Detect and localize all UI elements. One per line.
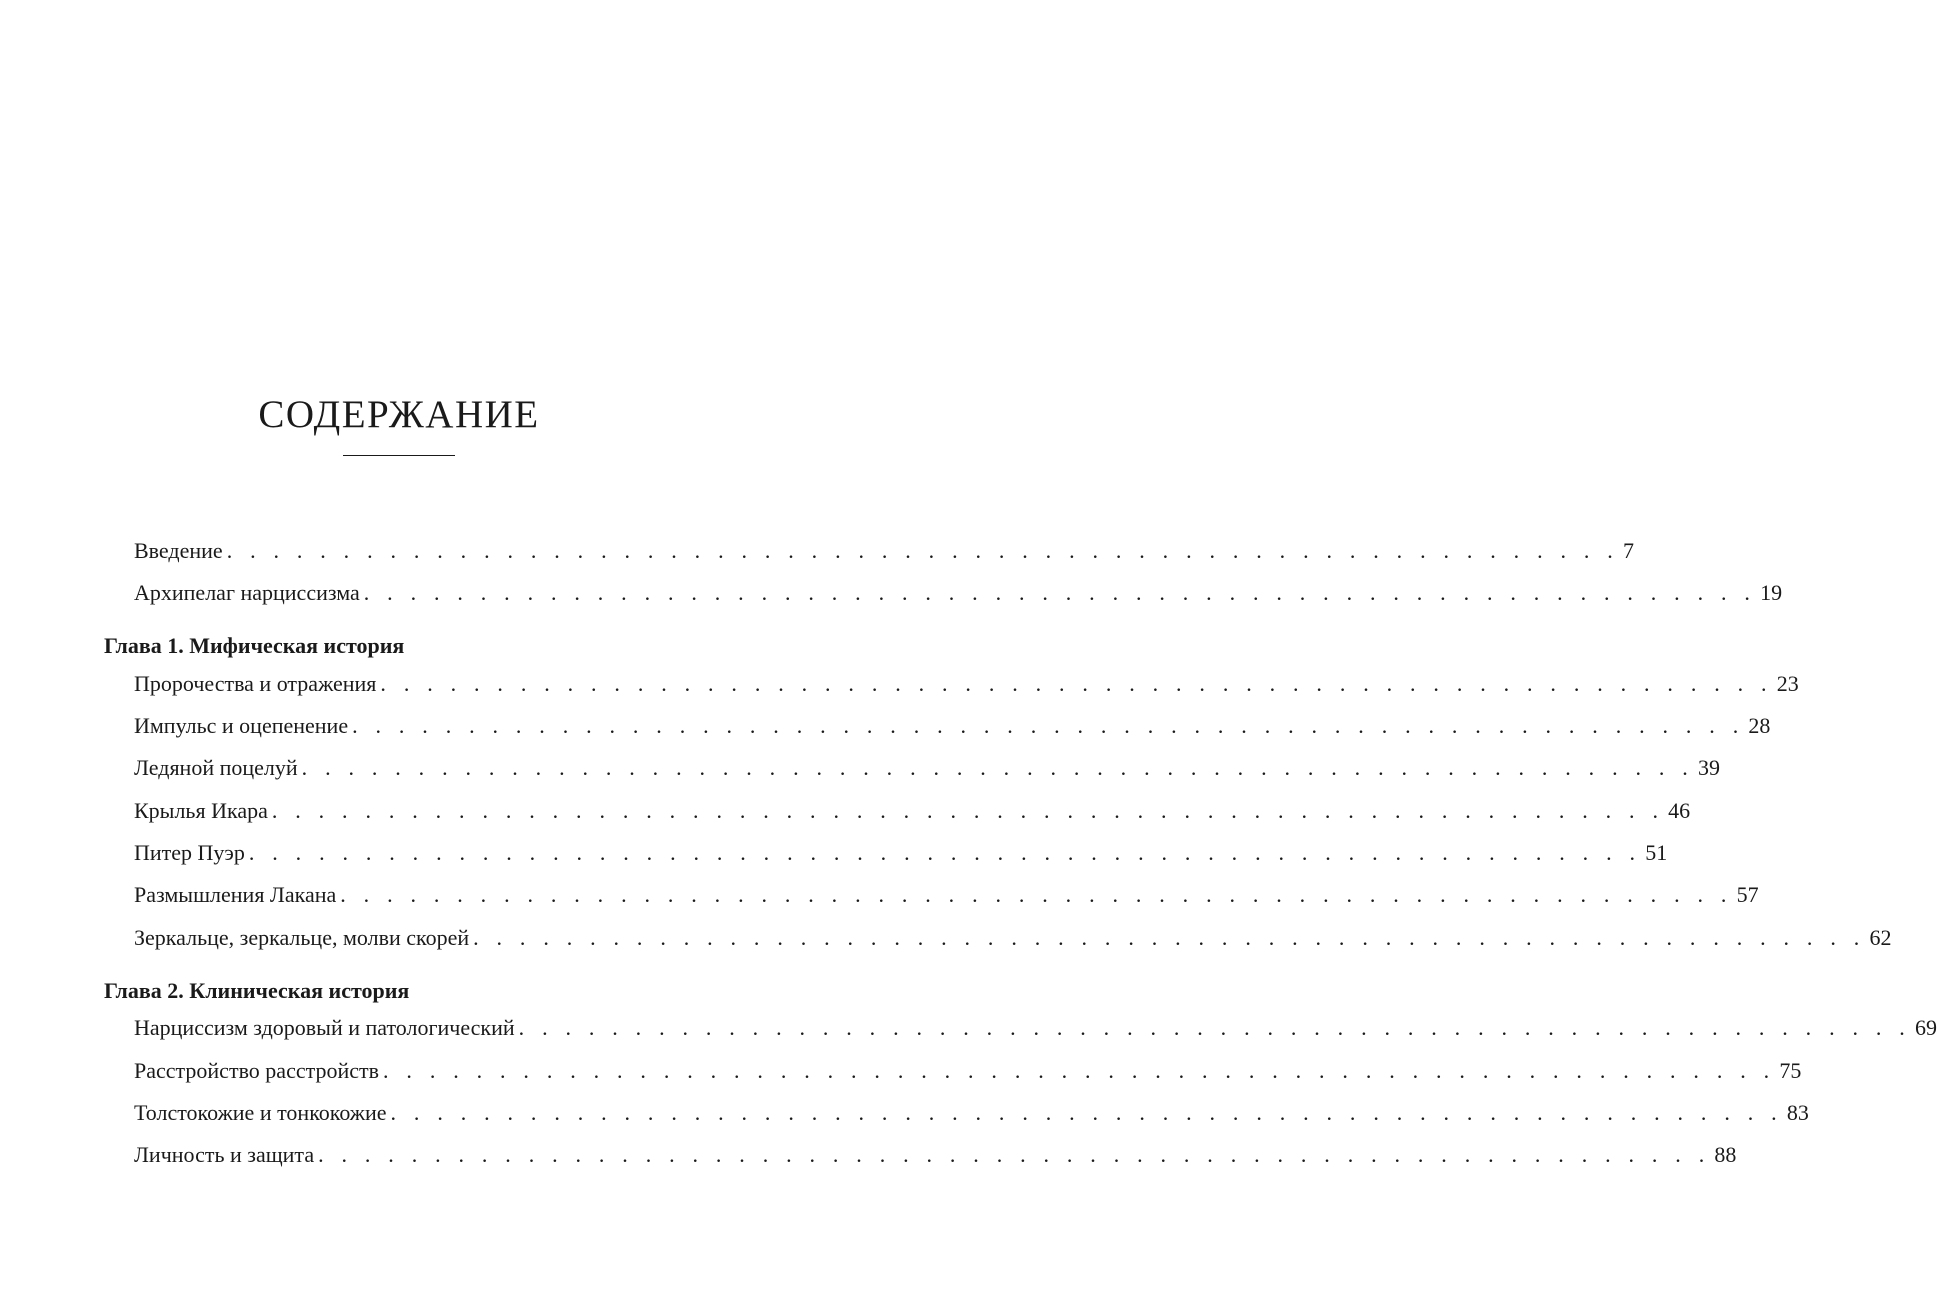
dot-leader: . . . . . . . . . . . . . . . . . . . . . . . . . . . . . . . . . . . . . . . . . . . . . . . . . . . . . . . . . . . . bbox=[301, 755, 1694, 780]
toc-entry-introduction[interactable] bbox=[134, 536, 1634, 566]
page-number: 39 bbox=[1697, 755, 1720, 780]
page-number: 23 bbox=[1776, 671, 1799, 696]
dot-leader: . . . . . . . . . . . . . . . . . . . . . . . . . . . . . . . . . . . . . . . . . . . . . . . . . . . . . . . . . . . . bbox=[318, 1142, 1711, 1167]
page-number: 57 bbox=[1736, 882, 1759, 907]
dot-leader: . . . . . . . . . . . . . . . . . . . . . . . . . . . . . . . . . . . . . . . . . . . . . . . . . . . . . . . . . . . . bbox=[383, 1058, 1776, 1083]
page-number: 28 bbox=[1748, 713, 1771, 738]
entry-title: Зеркальце, зеркальце, молви скорей bbox=[134, 923, 473, 953]
toc-entry[interactable] bbox=[134, 753, 1720, 783]
dot-leader: . . . . . . . . . . . . . . . . . . . . . . . . . . . . . . . . . . . . . . . . . . . . . . . . . . . . . . . . . . . . bbox=[271, 798, 1665, 823]
page-number: 46 bbox=[1668, 798, 1691, 823]
page-number: 51 bbox=[1645, 840, 1668, 865]
dot-leader: . . . . . . . . . . . . . . . . . . . . . . . . . . . . . . . . . . . . . . . . . . . . . . . . . . . . . . . . . . . . bbox=[390, 1100, 1783, 1125]
toc-entry[interactable] bbox=[134, 923, 1892, 953]
dot-leader: . . . . . . . . . . . . . . . . . . . . . . . . . . . . . . . . . . . . . . . . . . . . . . . . . . . . . . . . . . . . bbox=[473, 925, 1866, 950]
entry-title: Ледяной поцелуй bbox=[134, 753, 302, 783]
page-number: 19 bbox=[1760, 580, 1783, 605]
entry-title: Питер Пуэр bbox=[134, 838, 249, 868]
page-number: 69 bbox=[1914, 1015, 1937, 1040]
page-number: 75 bbox=[1779, 1058, 1802, 1083]
toc-entry[interactable] bbox=[134, 1098, 1809, 1128]
toc-entry[interactable] bbox=[134, 1056, 1802, 1086]
dot-leader: . . . . . . . . . . . . . . . . . . . . . . . . . . . . . . . . . . . . . . . . . . . . . . . . . . . . . . . . . . . . bbox=[380, 671, 1773, 696]
dot-leader: . . . . . . . . . . . . . . . . . . . . . . . . . . . . . . . . . . . . . . . . . . . . . . . . . . . . . . . . . . . . bbox=[340, 882, 1733, 907]
toc-entry[interactable] bbox=[134, 838, 1668, 868]
dot-leader: . . . . . . . . . . . . . . . . . . . . . . . . . . . . . . . . . . . . . . . . . . . . . . . . . . . . . . . . . . . . bbox=[518, 1015, 1911, 1040]
entry-title: Пророчества и отражения bbox=[134, 669, 380, 699]
dot-leader: . . . . . . . . . . . . . . . . . . . . . . . . . . . . . . . . . . . . . . . . . . . . . . . . . . . . . . . . . . . . bbox=[363, 580, 1757, 605]
page-number: 83 bbox=[1786, 1100, 1809, 1125]
page-title: СОДЕРЖАНИЕ bbox=[258, 393, 540, 436]
chapter-heading-2[interactable]: Глава 2. Клиническая история bbox=[104, 978, 410, 1003]
page-number: 62 bbox=[1869, 925, 1892, 950]
page-number: 7 bbox=[1623, 538, 1634, 563]
toc-entry[interactable] bbox=[134, 796, 1691, 826]
entry-title: Личность и защита bbox=[134, 1140, 318, 1170]
entry-title: Расстройство расстройств bbox=[134, 1056, 383, 1086]
entry-title: Толстокожие и тонкокожие bbox=[134, 1098, 391, 1128]
entry-title: Размышления Лакана bbox=[134, 880, 340, 910]
dot-leader: . . . . . . . . . . . . . . . . . . . . . . . . . . . . . . . . . . . . . . . . . . . . . . . . . . . . . . . . . . . . bbox=[248, 840, 1642, 865]
toc-entry[interactable] bbox=[134, 880, 1759, 910]
entry-title: Нарциссизм здоровый и патологический bbox=[134, 1013, 519, 1043]
toc-entry[interactable] bbox=[134, 1140, 1737, 1170]
entry-title: Архипелаг нарциссизма bbox=[134, 578, 364, 608]
chapter-heading-1[interactable]: Глава 1. Мифическая история bbox=[104, 633, 405, 658]
dot-leader: . . . . . . . . . . . . . . . . . . . . . . . . . . . . . . . . . . . . . . . . . . . . . . . . . . . . . . . . . . . . bbox=[226, 538, 1619, 563]
page-number: 88 bbox=[1714, 1142, 1737, 1167]
dot-leader: . . . . . . . . . . . . . . . . . . . . . . . . . . . . . . . . . . . . . . . . . . . . . . . . . . . . . . . . . . . . bbox=[352, 713, 1745, 738]
entry-title: Импульс и оцепенение bbox=[134, 711, 352, 741]
entry-title: Крылья Икара bbox=[134, 796, 272, 826]
toc-entry[interactable] bbox=[134, 1013, 1937, 1043]
toc-entry-archipelago[interactable] bbox=[134, 578, 1783, 608]
entry-title: Введение bbox=[134, 536, 227, 566]
toc-entry[interactable] bbox=[134, 669, 1799, 699]
toc-entry[interactable] bbox=[134, 711, 1771, 741]
